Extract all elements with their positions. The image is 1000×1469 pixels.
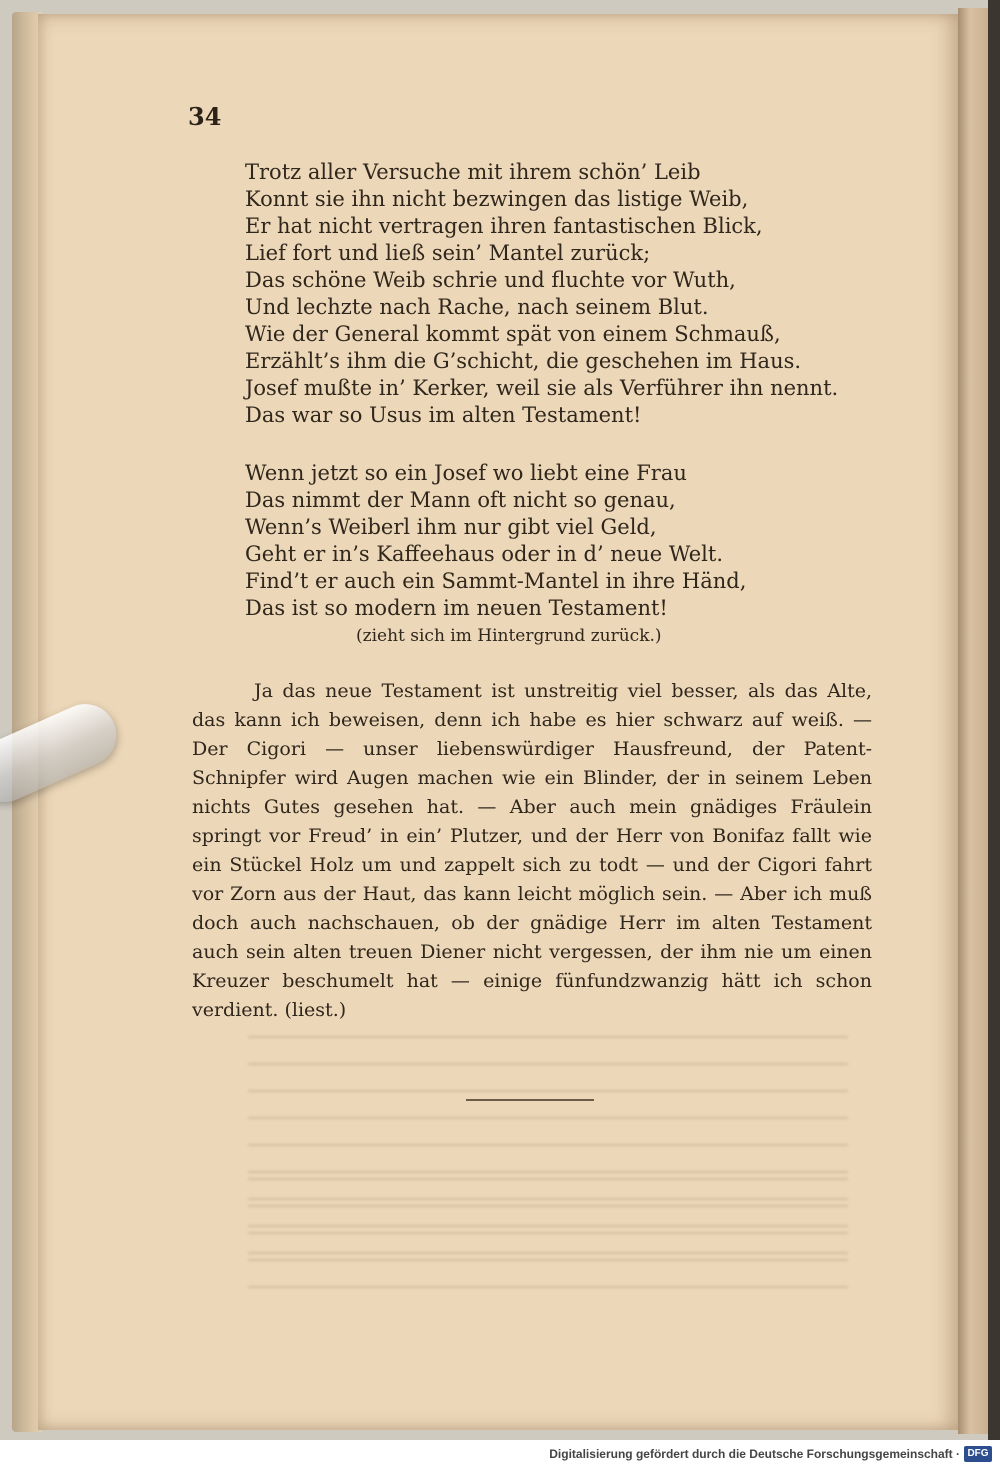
- verse-line: Und lechzte nach Rache, nach seinem Blut.: [245, 295, 709, 319]
- verse-line: Find’t er auch ein Sammt-Mantel in ihre Händ,: [245, 569, 747, 593]
- page-number: 34: [188, 102, 222, 131]
- section-divider: [466, 1099, 594, 1101]
- footer-credit: Digitalisierung gefördert durch die Deutsche Forschungsgemeinschaft ·: [549, 1447, 960, 1461]
- verse-line: Lief fort und ließ sein’ Mantel zurück;: [245, 241, 651, 265]
- verse-line: Das war so Usus im alten Testament!: [245, 403, 642, 427]
- verse-line: Wenn’s Weiberl ihm nur gibt viel Geld,: [245, 515, 657, 539]
- verse-line: Erzählt’s ihm die G’schicht, die geschehen im Haus.: [245, 349, 802, 373]
- dfg-logo-icon: DFG: [964, 1446, 992, 1462]
- prose-paragraph: [192, 677, 872, 1025]
- verse-line: Wie der General kommt spät von einem Schmauß,: [245, 322, 781, 346]
- prose-text: Ja das neue Testament ist unstreitig viel besser, als das Alte, das kann ich beweisen, denn ich habe es hier schwarz auf weiß. — Der Cigori — unser liebenswürdiger Hausfreund, der Patent-Schnipfer wird Augen machen wie ein Blinder, der in seinem Leben nichts Gutes gesehen hat. — Aber auch mein gnädiges Fräulein springt vor Freud’ in ein’ Plutzer, und der Herr von Bonifaz fallt wie ein Stückel Holz um und zappelt sich zu todt — und der Cigori fahrt vor Zorn aus der Haut, das kann leicht möglich sein. — Aber ich muß doch auch nachschauen, ob der gnädige Herr im alten Testament auch sein alten treuen Diener nicht vergessen, der ihm nie um einen Kreuzer beschumelt hat — einige fünfundzwanzig hätt ich schon verdient. (liest.): [192, 680, 872, 1021]
- bleed-through-text: [248, 1160, 848, 1290]
- verse-line: Wenn jetzt so ein Josef wo liebt eine Frau: [245, 461, 687, 485]
- stage-direction: (zieht sich im Hintergrund zurück.): [356, 626, 662, 646]
- verse-stanza-2: [245, 460, 746, 622]
- next-page-edge: [958, 8, 988, 1434]
- verse-line: Er hat nicht vertragen ihren fantastischen Blick,: [245, 214, 763, 238]
- verse-line: Das ist so modern im neuen Testament!: [245, 596, 668, 620]
- footer-bar: [0, 1440, 1000, 1469]
- verse-line: Josef mußte in’ Kerker, weil sie als Verführer ihn nennt.: [245, 376, 839, 400]
- verse-line: Das schöne Weib schrie und fluchte vor Wuth,: [245, 268, 736, 292]
- scan-edge: [988, 0, 1000, 1440]
- verse-line: Konnt sie ihn nicht bezwingen das listige Weib,: [245, 187, 749, 211]
- verse-stanza-1: [245, 159, 838, 429]
- verse-line: Geht er in’s Kaffeehaus oder in d’ neue Welt.: [245, 542, 724, 566]
- verse-line: Trotz aller Versuche mit ihrem schön’ Leib: [245, 160, 701, 184]
- verse-line: Das nimmt der Mann oft nicht so genau,: [245, 488, 676, 512]
